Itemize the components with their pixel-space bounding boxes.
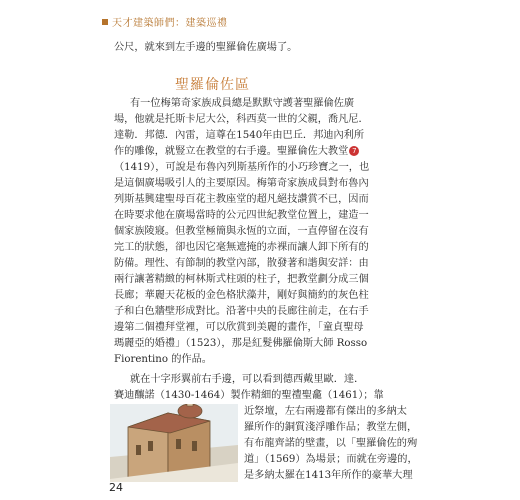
text-line: 羅所作的銅質淺浮雕作品；教堂左側， [244,422,418,433]
text-line: 個家族陵寢。但教堂極簡與永恆的立面，一直停留在沒有 [114,226,369,237]
header-text: 天才建築師們：建築巡禮 [112,18,228,29]
text-line-part: 作的雕像，就豎立在教堂的右手邊。聖羅倫佐大教堂 [114,146,349,157]
text-line: 有一位梅第奇家族成員總是默默守護著聖羅倫佐廣 [130,98,355,109]
page-number: 24 [109,481,123,494]
text-line: 完工的狀態，卻也因它毫無遮掩的赤裸而讓人卸下所有的 [114,242,369,253]
text-line: 兩行讓著精緻的柯林斯式柱頭的柱子，把教堂劃分成三個 [114,274,369,285]
church-illustration [110,404,238,482]
text-line: （1419），可說是布魯內列斯基所作的小巧珍寶之一，也 [114,162,370,173]
text-line: 就在十字形翼前右手邊，可以看到德西戴里歐．達． [130,374,365,385]
text-line: 賽迪釀諾（1430-1464）製作精細的聖禮聖龕（1461）；靠 [114,390,384,401]
text-line [114,144,414,160]
text-line: Fiorentino 的作品。 [114,354,212,365]
text-line: 長廊；華麗天花板的金色格狀藻井，剛好與簡約的灰色柱 [114,290,369,301]
text-line: 是這個廣場吸引人的主要原因。梅第奇家族成員對布魯內 [114,178,369,189]
text-line: 邊第二個禮拜堂裡，可以欣賞到美麗的畫作，「童貞聖母 [114,322,364,333]
text-line: 防備。理性、有節制的教堂內部，散發著和諧與安詳：由 [114,258,369,269]
header-square-icon [102,19,108,25]
text-line: 有布龍齊諾的壁畫，以「聖羅倫佐的殉 [244,438,418,449]
text-line: 子和白色牆壁形成對比。沿著中央的長廊往前走，在右手 [114,306,369,317]
section-title: 聖羅倫佐區 [175,77,250,93]
text-line: 瑪麗亞的婚禮」（1523），那是紅髮佛羅倫斯大師 Rosso [114,338,368,349]
text-line: 是多納太羅在1413年所作的豪華大理 [244,470,413,481]
reference-badge: 7 [349,146,359,156]
text-line: 近祭壇，左右兩邊都有傑出的多納太 [244,406,407,417]
text-line: 公尺，就來到左手邊的聖羅倫佐廣場了。 [114,42,298,53]
text-line: 列斯基興建聖母百花主教座堂的超凡絕技讚賞不已，因而 [114,194,369,205]
text-line: 達勒．邦德．內雷，這尊在1540年由巴丘．邦迪內利所 [114,130,365,141]
text-line: 道」（1569）為場景；而就在旁邊的， [244,454,418,465]
text-line: 在時要求他在廣場當時的公元四世紀教堂位置上，建造一 [114,210,369,221]
running-header [102,14,228,29]
text-line: 場，他就是托斯卡尼大公，科西莫一世的父親，喬凡尼． [114,114,369,125]
